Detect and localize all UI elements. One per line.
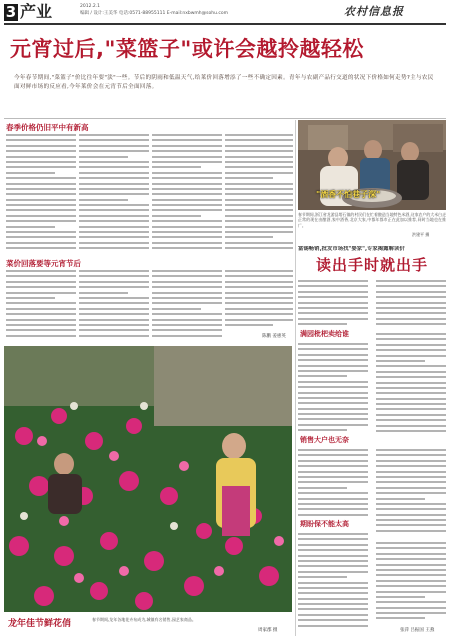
right-story-column-8 [376,542,446,624]
right-story-column-7 [298,533,368,633]
article-column-5 [6,270,76,342]
photo-rice-wine [298,120,446,210]
editor-info: 编辑 / 设计:王美华 电话:0571-88955111 E-mail:nxbwmh@sohu.com [80,11,229,16]
article-column-8 [225,270,293,332]
main-headline: 元宵过后,"菜篮子"或许会越拎越轻松 [10,37,364,61]
right-story-column-4 [376,333,446,435]
photo-flower-market [4,346,292,612]
right-story-column-3 [298,343,368,435]
photo-overlay-title: "酒香不怕巷子深" [316,190,381,199]
right-subhead-loquat: 满园枇杷卖给谁 [300,330,349,338]
right-story-headline: 读出手时就出手 [316,256,429,274]
bottom-caption-credit: 周家郡 摄 [258,628,278,633]
bottom-caption-text: 春节期间,龙年各地花卉布成为,城镇有名销售,园艺家商品。 [92,617,196,622]
article-column-1 [6,134,76,256]
right-story-column-6 [376,449,446,539]
subhead-price-fall: 菜价回落要等元宵节后 [6,259,81,268]
article-column-2 [79,134,149,256]
article-column-3 [152,134,222,256]
section-name: 产业 [20,2,53,21]
page-number-badge: 3 [5,3,17,21]
right-story-column-2 [376,280,446,330]
column-divider [295,120,296,636]
article-column-6 [79,270,149,342]
subhead-spring-prices: 春季价格仍旧平中有新高 [6,123,89,132]
photo-rice-wine-credit: 洪建平 摄 [412,232,430,237]
photo-flower-market-image [4,346,292,612]
newspaper-masthead: 农村信息报 [344,5,404,18]
article-byline: 陈鹏 姜惠英 [262,334,286,339]
right-story-byline: 张萍 吕振国 王燕 [400,628,435,633]
right-subhead-sellers: 销售大户也无奈 [300,436,349,444]
article-column-4 [225,134,293,256]
photo-rice-wine-caption: 春节期间,浙江省龙游县塔石镇的村民们在忙着酿造当地特色米酒,这家农户的大米白走正常的现在由酿酒,家中酒香,北京大家,中都年都市正在此加以推荐,同时当地也在推广。 [298,212,446,228]
right-story-column-1 [298,280,368,330]
article-column-7 [152,270,222,342]
headline-rule [4,118,446,119]
issue-date: 2012.2.1 [80,4,101,9]
page-header [0,0,450,24]
right-story-kicker: 富锡畅销,批发市场找"婆家",专家揭露解读价 [298,246,405,252]
right-subhead-expectations: 期盼保不能太高 [300,520,349,528]
header-rule [4,23,446,25]
lead-paragraph: 今年春节期间,"菜篮子"价比往年要"淡"一些。节后的阴雨和低温天气,给莱价回落增添了一些不确定因素。青年与农副产品行交道的状况下价格如何走势?主与农民面对鲜市场的反应看,今年莱价会在元宵节后全面回落。 [14,75,434,90]
bottom-caption-title: 龙年佳节鲜花俏 [8,619,72,629]
right-story-column-5 [298,449,368,519]
